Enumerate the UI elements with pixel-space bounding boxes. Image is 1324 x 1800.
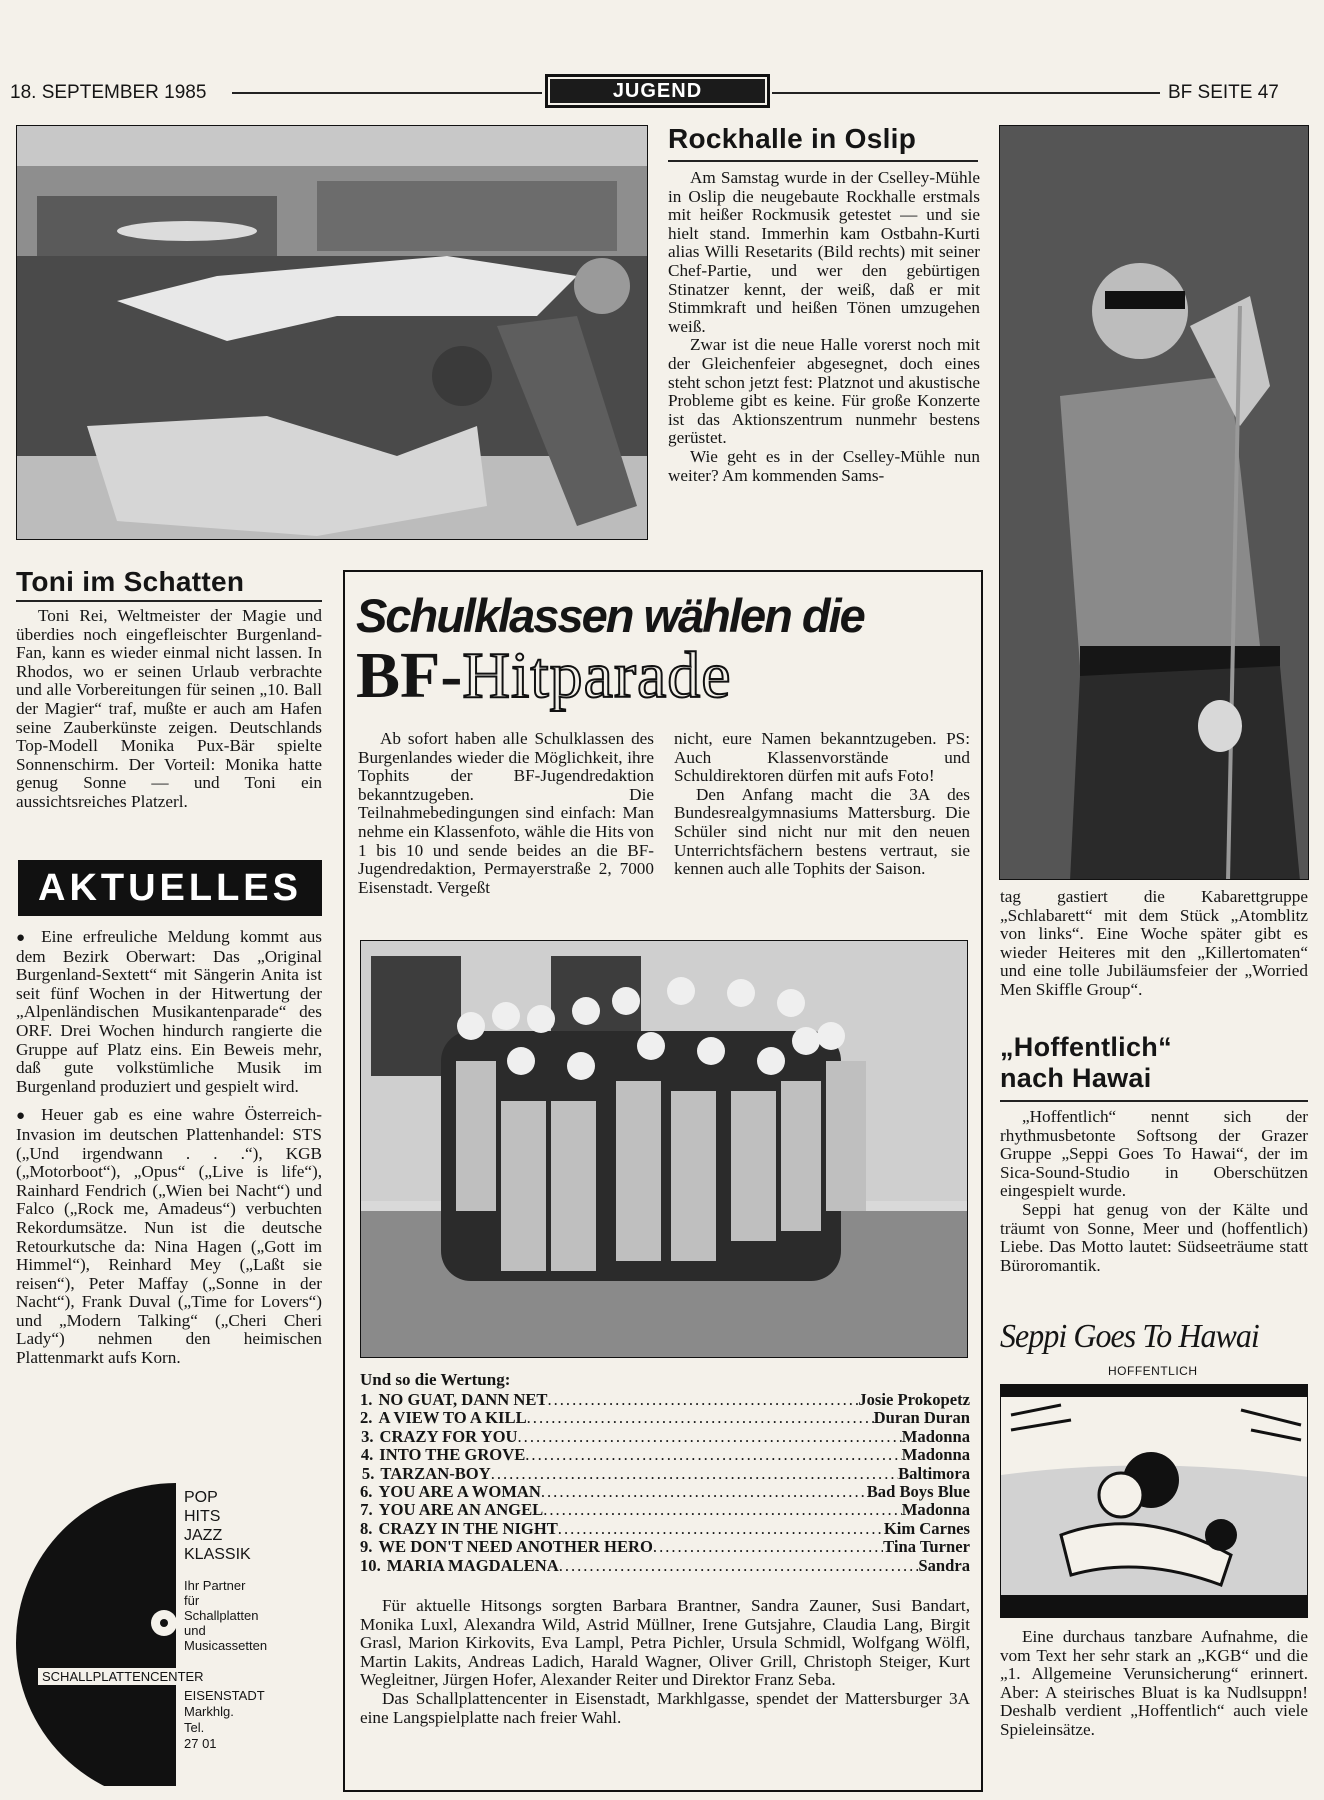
ranking-row xyxy=(360,1501,970,1519)
ranking-row xyxy=(360,1465,970,1483)
rank-title: TARZAN-BOY xyxy=(380,1463,491,1483)
rockhalle-para-1: Am Samstag wurde in der Cselley-Mühle in Oslip die neugebaute Rockhalle erstmals mit heißer Rockmusik getestet — und sie hielt stand. Immerhin kam Ostbahn-Kurti alias Willi Resetarits (Bild rechts) mit seiner Chef-Partie, und wer den gebürtigen Stinatzer kennt, der weiß, daß er mit Stimmkraft und heißen Tönen umzugehen weiß. xyxy=(668,168,980,336)
rockhalle-continued xyxy=(1000,888,1308,1000)
rank-title: A VIEW TO A KILL xyxy=(378,1408,527,1428)
rank-artist: Baltimora xyxy=(898,1463,970,1483)
ranking-intro: Und so die Wertung: xyxy=(360,1370,511,1389)
rank-artist: Sandra xyxy=(918,1555,970,1575)
hawai-text xyxy=(1000,1108,1308,1275)
beach-illustration xyxy=(1001,1385,1308,1618)
aktuelles-item-2 xyxy=(16,1106,322,1367)
rank-dots xyxy=(518,1428,902,1446)
rank-dots xyxy=(559,1557,919,1575)
section-label xyxy=(545,74,770,108)
ad-city: EISENSTADT xyxy=(184,1688,265,1703)
hawai-title-line-1: „Hoffentlich“ xyxy=(1000,1032,1172,1062)
hawai-para-3: Eine durchaus tanzbare Aufnahme, die vom Text her sehr stark an „KGB“ und die „1. Allgemeine Verunsicherung“ erinnert. Aber: A steirisches Bluat is ka Nudlsuppn! Deshalb verdient „Hoffentlich“ auch viele Spieleinsätze. xyxy=(1000,1627,1308,1739)
aktuelles-text xyxy=(16,928,322,1368)
section-label-inner: JUGEND xyxy=(550,79,765,103)
hitparade-col-1 xyxy=(358,730,654,897)
rockhalle-cont-para: tag gastiert die Kabarettgruppe „Schlabarett“ mit dem Stück „Atomblitz von links“. Eine Woche später gibt es wieder Heiteres mit den „Killertomaten“ und eine tolle Jubiläumsfeier der „Worried Men Skiffle Group“. xyxy=(1000,887,1308,999)
rank-number: 4. xyxy=(360,1445,374,1465)
ad-tel-number: 27 01 xyxy=(184,1736,217,1751)
rockhalle-para-2: Zwar ist die neue Halle vorerst noch mit der Gleichenfeier abgesegnet, doch eines steht schon jetzt fest: Platznot und akustische Probleme gibt es keine. Für große Konzerte ist das Aktionszentrum nunmehr bestens gerüstet. xyxy=(668,335,980,448)
ranking-row xyxy=(360,1538,970,1556)
rank-dots xyxy=(543,1501,902,1519)
ranking-row xyxy=(360,1409,970,1427)
toni-photo xyxy=(16,125,648,540)
header-rule-right xyxy=(772,92,1160,94)
record-disc-icon xyxy=(16,1468,322,1786)
credits-para-1: Für aktuelle Hitsongs sorgten Barbara Brantner, Sandra Zauner, Susi Bandart, Monika Luxl, Alexandra Wild, Astrid Müllner, Irene Gutsjahre, Claudia Lang, Birgit Grasl, Marion Kirkovits, Eva Lampl, Petra Pichler, Ursula Schmidl, Wolfgang Wölfl, Martin Lakits, Andreas Ladich, Harald Wagner, Oliver Grill, Christoph Steiger, Kurt Wegleitner, Jürgen Hofer, Alexander Reiter und Direktor Franz Seba. xyxy=(360,1596,970,1690)
rank-title: NO GUAT, DANN NET xyxy=(378,1390,548,1409)
header-page: BF SEITE 47 xyxy=(1168,82,1279,103)
aktuelles-item-1 xyxy=(16,928,322,1096)
rockhalle-title-rule xyxy=(668,160,978,162)
rank-artist: Madonna xyxy=(901,1445,970,1465)
rank-artist: Bad Boys Blue xyxy=(866,1482,970,1502)
hawai-para-1: „Hoffentlich“ nennt sich der rhythmusbetonte Softsong der Grazer Gruppe „Seppi Goes To Hawai“, der im Sica-Sound-Studio in Oberschützen eingespielt wurde. xyxy=(1000,1107,1308,1201)
rank-title: CRAZY FOR YOU xyxy=(379,1426,518,1446)
rank-dots xyxy=(525,1446,901,1464)
toni-title-rule xyxy=(16,600,322,602)
rank-number: 8. xyxy=(360,1518,373,1538)
cover-subtitle: HOFFENTLICH xyxy=(1108,1364,1198,1378)
ad-tagline-line: Schallplatten xyxy=(184,1608,259,1623)
rank-number: 2. xyxy=(360,1408,373,1428)
class-photo xyxy=(360,940,968,1358)
rockhalle-title: Rockhalle in Oslip xyxy=(668,123,917,154)
hawai-para-2: Seppi hat genug von der Kälte und träumt von Sonne, Meer und (hoffentlich) Liebe. Das Motto lautet: Südseeträume statt Büroromantik. xyxy=(1000,1199,1308,1275)
hawai-cover xyxy=(998,1316,1310,1618)
ad-genres xyxy=(184,1488,251,1564)
rank-title: YOU ARE A WOMAN xyxy=(378,1482,541,1502)
ad-tagline-line: für xyxy=(184,1593,200,1608)
ad-genre: KLASSIK xyxy=(184,1546,251,1563)
ad-genre: HITS xyxy=(184,1508,221,1525)
header-rule-left xyxy=(232,92,542,94)
ranking-row xyxy=(360,1557,970,1575)
rockhalle-text xyxy=(668,169,980,485)
rank-title: WE DON'T NEED ANOTHER HERO xyxy=(378,1537,653,1557)
hawai-title xyxy=(1000,1032,1172,1094)
bullet-icon: ● xyxy=(16,1108,32,1125)
rank-title: YOU ARE AN ANGEL xyxy=(378,1500,544,1520)
ad-tagline-line: und xyxy=(184,1623,206,1638)
rank-artist: Madonna xyxy=(901,1426,970,1446)
rank-number: 5. xyxy=(361,1463,375,1483)
rank-title: INTO THE GROVE xyxy=(379,1445,526,1465)
rank-title: CRAZY IN THE NIGHT xyxy=(378,1518,558,1538)
ranking-row xyxy=(360,1520,970,1538)
rank-number: 3. xyxy=(361,1426,374,1446)
toni-text xyxy=(16,607,322,812)
rank-number: 7. xyxy=(360,1500,373,1520)
aktuelles-item-1-text: Eine erfreuliche Meldung kommt aus dem Bezirk Oberwart: Das „Original Burgenland-Sextett“ mit Sängerin Anita ist seit fünf Wochen in der Hitwertung der „Alpenländischen Musikantenparade“ des ORF. Drei Wochen hindurch rangierte die Gruppe auf Platz eins. Ein Beweis mehr, daß gute volkstümliche Musik im Burgenland produziert und gespielt wird. xyxy=(16,927,322,1096)
aktuelles-banner xyxy=(18,860,322,916)
ranking-row xyxy=(360,1391,970,1409)
hitparade-col-2 xyxy=(674,730,970,879)
rank-dots xyxy=(653,1538,883,1556)
record-ad xyxy=(16,1468,322,1786)
ranking-row xyxy=(360,1428,970,1446)
rank-number: 6. xyxy=(360,1482,373,1502)
cover-art xyxy=(1000,1384,1308,1618)
hitparade-headline-1: Schulklassen wählen die xyxy=(356,589,864,642)
singer-photo xyxy=(999,125,1309,880)
class-group-image xyxy=(361,941,968,1358)
ad-tel-label: Tel. xyxy=(184,1720,205,1735)
ad-genre: POP xyxy=(184,1489,218,1506)
aktuelles-title: AKTUELLES xyxy=(38,867,302,909)
levitation-image xyxy=(17,126,648,540)
aktuelles-item-2-text: Heuer gab es eine wahre Österreich-Invasion im deutschen Plattenhandel: STS („Und irgendwann . . .“), KGB („Motorboot“), „Opus“ („Live is life“), Rainhard Fendrich („Wien bei Nacht“) und Falco („Rock me, Amadeus“) verbuchten Rekordumsätze. Nun ist die deutsche Retourkutsche da: Nina Hagen („Gott im Himmel“), Reinhard Mey („Laßt sie reisen“), Peter Maffay („Sonne in der Nacht“), Frank Duval („Time for Lovers“) und „Modern Talking“ („Cheri Cheri Lady“) nehmen den heimischen Plattenmarkt aufs Korn. xyxy=(16,1105,322,1368)
ad-genre: JAZZ xyxy=(184,1527,223,1544)
hawai-review xyxy=(1000,1628,1308,1740)
rank-number: 10. xyxy=(360,1555,381,1575)
header-date: 18. SEPTEMBER 1985 xyxy=(10,82,207,103)
rank-artist: Tina Turner xyxy=(883,1537,970,1557)
bullet-icon: ● xyxy=(16,930,32,946)
rank-artist: Madonna xyxy=(901,1500,970,1520)
cover-title: Seppi Goes To Hawai xyxy=(1000,1318,1259,1355)
hitparade-col-1-text: Ab sofort haben alle Schulklassen des Burgenlandes wieder die Möglichkeit, ihre Tophits der BF-Jugendredaktion bekanntzugeben. Die Teilnahmebedingungen sind einfach: Man nehme ein Klassenfoto, wähle die Hits von 1 bis 10 und sende beides an die BF-Jugendredaktion, Permayerstraße 2, 7000 Eisenstadt. Vergeßt xyxy=(358,729,654,897)
hitparade-word: Hitparade xyxy=(462,639,732,712)
hitparade-headline-2 xyxy=(356,638,732,714)
rank-number: 1. xyxy=(360,1390,373,1409)
ranking-list xyxy=(360,1391,970,1575)
rank-number: 9. xyxy=(360,1537,373,1557)
rank-dots xyxy=(558,1520,884,1538)
ad-tagline xyxy=(184,1578,267,1653)
rank-artist: Duran Duran xyxy=(873,1408,970,1428)
ad-tagline-line: Musicassetten xyxy=(184,1638,268,1653)
hawai-title-rule xyxy=(1000,1100,1308,1102)
ad-name: SCHALLPLATTENCENTER xyxy=(38,1668,208,1685)
ad-street: Markhlg. xyxy=(184,1704,234,1719)
ranking-row xyxy=(360,1483,970,1501)
hitparade-col-2-text-a: nicht, eure Namen bekanntzugeben. PS: Auch Klassenvorstände und Schuldirektoren dürfen mit aufs Foto! xyxy=(674,729,970,786)
rank-title: MARIA MAGDALENA xyxy=(386,1555,559,1575)
toni-title: Toni im Schatten xyxy=(16,566,245,597)
rank-artist: Kim Carnes xyxy=(883,1518,970,1538)
hawai-title-line-2: nach Hawai xyxy=(1000,1063,1152,1093)
rank-dots xyxy=(547,1391,858,1409)
ad-address xyxy=(184,1688,265,1752)
rank-dots xyxy=(541,1483,867,1501)
ad-tagline-line: Ihr Partner xyxy=(184,1578,246,1593)
hitparade-credits xyxy=(360,1597,970,1727)
ranking-row xyxy=(360,1446,970,1464)
hitparade-bf: BF- xyxy=(356,639,463,712)
rank-artist: Josie Prokopetz xyxy=(858,1390,970,1409)
rank-dots xyxy=(527,1409,874,1427)
toni-para: Toni Rei, Weltmeister der Magie und überdies noch eingefleischter Burgenland-Fan, kann es wieder einmal nicht lassen. In Rhodos, wo er seinen Urlaub verbrachte und alle Vorbereitungen für seinen „10. Ball der Magier“ traf, mußte er auch am Hafen seine Zauberkünste zeigen. Deutschlands Top-Modell Monika Pux-Bär spielte Sonnenschirm. Der Vorteil: Monika hatte genug Sonne — und Toni ein aussichtsreiches Platzerl. xyxy=(16,606,322,811)
singer-image xyxy=(1000,126,1309,880)
hitparade-col-2-text-b: Den Anfang macht die 3A des Bundesrealgymnasiums Mattersburg. Die Schüler sind nicht nur mit den neuen Unterrichtsfächern bestens vertraut, sie kennen auch alle Tophits der Saison. xyxy=(674,784,970,879)
rank-dots xyxy=(491,1465,898,1483)
credits-para-2: Das Schallplattencenter in Eisenstadt, Markhlgasse, spendet der Mattersburger 3A eine Langspielplatte nach freier Wahl. xyxy=(360,1688,970,1727)
rockhalle-para-3: Wie geht es in der Cselley-Mühle nun weiter? Am kommenden Sams- xyxy=(668,446,980,485)
